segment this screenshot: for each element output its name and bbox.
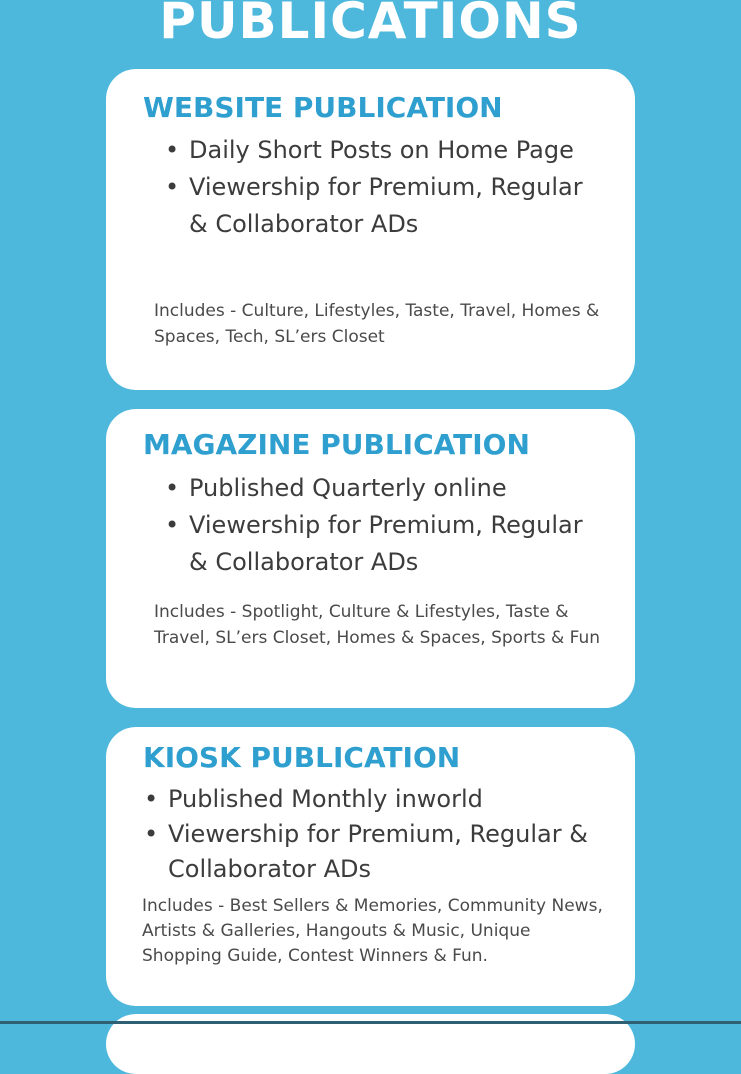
bullet-list — [165, 470, 605, 581]
list-item: • Published Monthly inworld — [144, 782, 604, 817]
bullet-list — [144, 782, 604, 887]
kiosk-publication-card — [106, 727, 635, 1006]
list-item: • Viewership for Premium, Regular & Collaborator ADs — [144, 817, 604, 887]
card-heading: KIOSK PUBLICATION — [143, 741, 461, 774]
includes-text: Includes - Spotlight, Culture & Lifestyles, Taste & Travel, SL’ers Closet, Homes & Spaces, Sports & Fun — [154, 602, 601, 648]
page-title: PUBLICATIONS — [159, 0, 582, 50]
list-item: • Viewership for Premium, Regular & Collaborator ADs — [165, 507, 605, 581]
includes-text: Includes - Culture, Lifestyles, Taste, Travel, Homes & Spaces, Tech, SL’ers Closet — [154, 301, 600, 347]
website-publication-card — [106, 69, 635, 390]
list-item: • Published Quarterly online — [165, 470, 605, 507]
magazine-publication-card — [106, 409, 635, 708]
includes-text: Includes - Best Sellers & Memories, Community News, Artists & Galleries, Hangouts & Music, Unique Shopping Guide, Contest Winners & Fun. — [142, 896, 603, 966]
list-item: • Daily Short Posts on Home Page — [165, 132, 605, 169]
card-heading: MAGAZINE PUBLICATION — [143, 428, 530, 461]
bullet-list — [165, 132, 605, 243]
card-heading: WEBSITE PUBLICATION — [143, 91, 503, 124]
list-item: • Viewership for Premium, Regular & Collaborator ADs — [165, 169, 605, 243]
